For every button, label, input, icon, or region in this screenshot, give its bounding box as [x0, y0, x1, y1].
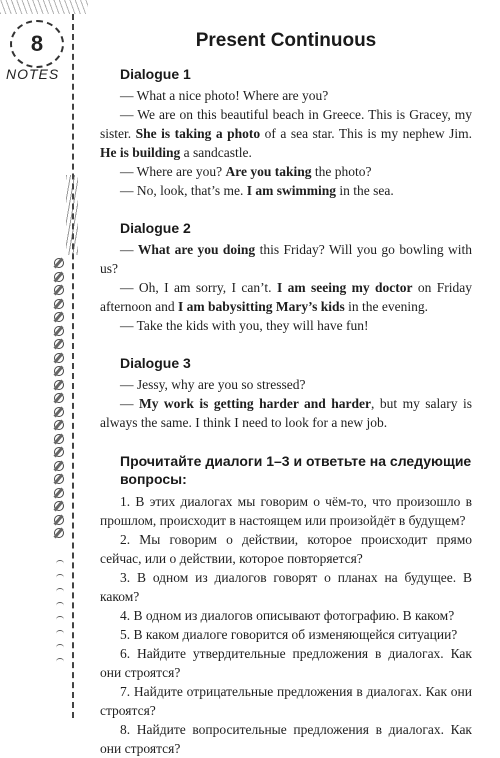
- highlighted-verb-phrase: I am babysitting Mary’s kids: [177, 299, 345, 314]
- spiral-binding-rings: [54, 258, 74, 548]
- line-text: — We are on this beautiful beach in Greece. This is Gracey, my sister.: [100, 107, 472, 141]
- line-text: — Oh, I am sorry, I can’t.: [120, 280, 277, 295]
- line-text: the photo?: [311, 164, 372, 179]
- binding-ring: [54, 326, 64, 336]
- question-item: 4. В одном из диалогов описывают фотографию. В каком?: [120, 608, 455, 623]
- page-title: Present Continuous: [195, 30, 377, 51]
- line-text: a sandcastle.: [180, 145, 252, 160]
- margin-curl: [56, 602, 64, 609]
- notes-margin: [0, 0, 88, 728]
- binding-ring: [54, 434, 64, 444]
- binding-ring: [54, 339, 64, 349]
- highlighted-verb-phrase: My work is getting harder and harder: [138, 396, 372, 411]
- question-item: 2. Мы говорим о действии, которое происходит прямо сейчас, или о действии, которое повторяется?: [100, 532, 472, 566]
- line-text: , but my salary is always the same. I think I need to look for a new job.: [100, 396, 472, 430]
- margin-curl: [56, 574, 64, 581]
- highlighted-verb-phrase: I am seeing my doctor: [276, 280, 413, 295]
- tasks-section: [100, 452, 472, 758]
- line-text: — Where are you?: [120, 164, 226, 179]
- dialogue-3: [100, 355, 472, 432]
- binding-ring: [54, 501, 64, 511]
- dialogue-line: [100, 240, 472, 278]
- line-text: — No, look, that’s me.: [120, 183, 247, 198]
- dialogue-line: [100, 105, 472, 162]
- binding-ring: [54, 474, 64, 484]
- binding-ring: [54, 420, 64, 430]
- dialogue-line: [100, 86, 472, 105]
- dialogues-section: [100, 66, 472, 432]
- binding-ring: [54, 488, 64, 498]
- highlighted-verb-phrase: Are you taking: [225, 164, 312, 179]
- binding-ring: [54, 461, 64, 471]
- line-text: — Take the kids with you, they will have fun!: [120, 318, 369, 333]
- dialogue-line: [100, 375, 472, 394]
- binding-ring: [54, 285, 64, 295]
- question-item: 5. В каком диалоге говорится об изменяющейся ситуации?: [120, 627, 458, 642]
- line-text: in the sea.: [336, 183, 394, 198]
- binding-ring: [54, 407, 64, 417]
- dialogue-1: [100, 66, 472, 200]
- binding-ring: [54, 380, 64, 390]
- dialogue-line: [100, 316, 472, 335]
- binding-ring: [54, 312, 64, 322]
- margin-curl: [56, 644, 64, 651]
- dialogue-line: [100, 162, 472, 181]
- dialogue-line: [100, 278, 472, 316]
- page-number: 8: [30, 31, 44, 56]
- dialogue-2: [100, 220, 472, 335]
- margin-sketch-decoration: [66, 175, 78, 255]
- margin-curl-decoration: [56, 560, 70, 680]
- margin-curl: [56, 588, 64, 595]
- dialogue-heading: Dialogue 1: [120, 66, 191, 82]
- dialogue-line: [100, 181, 472, 200]
- dialogue-heading: Dialogue 2: [120, 220, 191, 236]
- questions-list: [100, 492, 472, 758]
- line-text: — What a nice photo! Where are you?: [120, 88, 329, 103]
- binding-ring: [54, 528, 64, 538]
- question-item: 1. В этих диалогах мы говорим о чём-то, что произошло в прошлом, происходит в настоящем или произойдёт в будущем?: [100, 494, 472, 528]
- binding-ring: [54, 353, 64, 363]
- binding-ring: [54, 299, 64, 309]
- page-content: [100, 30, 472, 758]
- margin-hatch-decoration: [0, 0, 88, 14]
- binding-ring: [54, 258, 64, 268]
- line-text: of a sea star. This is my nephew Jim.: [260, 126, 472, 141]
- margin-curl: [56, 630, 64, 637]
- question-item: 6. Найдите утвердительные предложения в диалогах. Как они строятся?: [100, 646, 472, 680]
- notes-label: NOTES: [6, 66, 60, 82]
- margin-curl: [56, 658, 64, 665]
- highlighted-verb-phrase: He is building: [100, 145, 181, 160]
- binding-ring: [54, 272, 64, 282]
- page-number-badge: [10, 20, 64, 68]
- margin-curl: [56, 616, 64, 623]
- line-text: on Friday afternoon and: [100, 280, 473, 314]
- dialogue-line: [100, 394, 472, 432]
- binding-ring: [54, 515, 64, 525]
- line-text: this Friday? Will you go bowling with us?: [100, 242, 472, 276]
- line-text: —: [120, 242, 138, 257]
- line-text: in the evening.: [344, 299, 428, 314]
- line-text: —: [120, 396, 139, 411]
- line-text: — Jessy, why are you so stressed?: [120, 377, 306, 392]
- tasks-heading: Прочитайте диалоги 1–3 и ответьте на следующие вопросы:: [120, 453, 472, 487]
- question-item: 8. Найдите вопросительные предложения в диалогах. Как они строятся?: [100, 722, 472, 756]
- highlighted-verb-phrase: I am swimming: [246, 183, 337, 198]
- margin-curl: [56, 560, 64, 567]
- highlighted-verb-phrase: What are you doing: [137, 242, 256, 257]
- binding-ring: [54, 393, 64, 403]
- binding-ring: [54, 366, 64, 376]
- highlighted-verb-phrase: She is taking a photo: [135, 126, 261, 141]
- question-item: 7. Найдите отрицательные предложения в диалогах. Как они строятся?: [100, 684, 472, 718]
- binding-ring: [54, 447, 64, 457]
- question-item: 3. В одном из диалогов говорят о планах на будущее. В каком?: [100, 570, 472, 604]
- dialogue-heading: Dialogue 3: [120, 355, 191, 371]
